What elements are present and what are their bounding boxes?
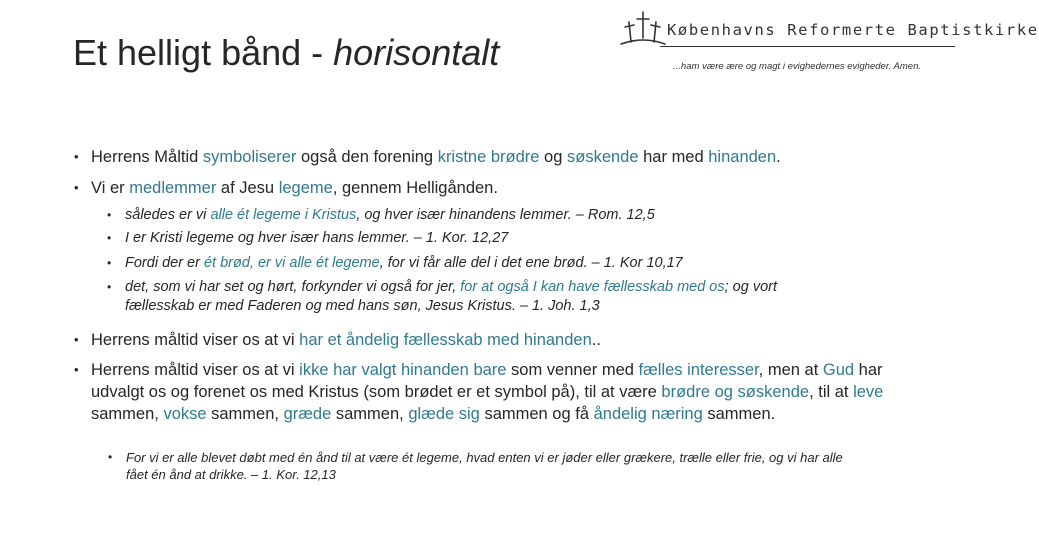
text-segment: Herrens Måltid (91, 148, 203, 166)
logo-church-name: Københavns Reformerte Baptistkirke (667, 21, 1039, 39)
sub-bullet-item (107, 278, 847, 315)
text-segment: Herrens måltid viser os at vi (91, 361, 300, 379)
bullet-dot: • (74, 180, 79, 195)
text-segment: har udvalgt os og forenet os med Kristus (som brødet er et symbol på), til at være (91, 361, 883, 401)
bullet-dot: • (74, 332, 79, 347)
highlighted-text: brødre og søskende (661, 383, 810, 401)
text-segment: , og hver især hinandens lemmer. – Rom. 12,5 (356, 207, 655, 223)
bullet-dot: • (74, 362, 79, 377)
text-segment: sammen, (91, 405, 164, 423)
bullet-dot: • (107, 280, 112, 294)
text-segment: sammen og få (479, 405, 594, 423)
text-segment: af Jesu (216, 179, 279, 197)
highlighted-text: ikke har valgt hinanden bare (299, 361, 507, 379)
highlighted-text: glæde sig (408, 405, 480, 423)
text-segment: Vi er (91, 179, 130, 197)
bullet-text (125, 229, 847, 248)
sub-bullet-item (107, 254, 847, 273)
text-segment: også den forening (296, 148, 438, 166)
text-segment: og (539, 148, 567, 166)
bullet-text (91, 177, 894, 199)
logo-motto: ...ham være ære og magt i evighedernes evigheder. Amen. (673, 61, 922, 72)
title-italic: horisontalt (333, 32, 500, 73)
bullet-text (91, 359, 894, 425)
bullet-dot: • (107, 208, 112, 222)
bullet-dot: • (108, 450, 113, 464)
highlighted-text: legeme (278, 179, 333, 197)
sub-bullet-item (108, 449, 868, 483)
bullet-item (74, 359, 894, 425)
highlighted-text: ét brød, er vi alle ét legeme (203, 255, 380, 271)
bullet-item (74, 146, 894, 168)
text-segment: , men at (758, 361, 823, 379)
title-main: Et helligt bånd - (73, 32, 334, 73)
bullet-item (74, 177, 894, 199)
text-segment: , gennem Helligånden. (332, 179, 498, 197)
highlighted-text: åndelig næring (593, 405, 703, 423)
bullet-dot: • (74, 149, 79, 164)
text-segment: sammen, (331, 405, 409, 423)
highlighted-text: medlemmer (129, 179, 217, 197)
text-segment: det, som vi har set og hørt, forkynder vi også for jer, (125, 279, 461, 295)
bullet-dot: • (107, 256, 112, 270)
highlighted-text: for at også I kan have fællesskab med os (460, 279, 725, 295)
sub-bullet-item (107, 206, 847, 225)
text-segment: sammen, (206, 405, 284, 423)
text-segment: For vi er alle blevet døbt med én ånd til at være ét legeme, hvad enten vi er jøder eller grækere, trælle eller frie, og vi har alle fået én ånd at drikke. – 1. Kor. 12,13 (126, 450, 843, 482)
text-segment: , til at (809, 383, 854, 401)
highlighted-text: leve (853, 383, 884, 401)
highlighted-text: hinanden (708, 148, 777, 166)
text-segment: sammen. (702, 405, 776, 423)
bullet-text (91, 329, 894, 351)
text-segment: . (776, 148, 781, 166)
highlighted-text: søskende (567, 148, 639, 166)
sub-bullet-item (107, 229, 847, 248)
highlighted-text: Gud (822, 361, 855, 379)
bullet-text (125, 254, 847, 273)
highlighted-text: har et åndelig fællesskab med hinanden (299, 331, 592, 349)
bullet-item (74, 329, 894, 351)
highlighted-text: vokse (163, 405, 207, 423)
highlighted-text: alle ét legeme i Kristus (210, 207, 357, 223)
highlighted-text: fælles interesser (638, 361, 759, 379)
text-segment: Fordi der er (125, 255, 204, 271)
text-segment: I er Kristi legeme og hver især hans lemmer. – 1. Kor. 12,27 (125, 230, 509, 246)
text-segment: , for vi får alle del i det ene brød. – 1. Kor 10,17 (379, 255, 683, 271)
text-segment: således er vi (125, 207, 211, 223)
bullet-dot: • (107, 231, 112, 245)
text-segment: .. (591, 331, 601, 349)
highlighted-text: symboliserer (202, 148, 297, 166)
highlighted-text: græde (283, 405, 332, 423)
bullet-text (126, 449, 868, 483)
highlighted-text: kristne brødre (437, 148, 540, 166)
text-segment: ; og vort fællesskab er med Faderen og med hans søn, Jesus Kristus. – 1. Joh. 1,3 (125, 279, 778, 314)
bullet-text (91, 146, 894, 168)
text-segment: Herrens måltid viser os at vi (91, 331, 300, 349)
bullet-text (125, 206, 847, 225)
text-segment: som venner med (506, 361, 639, 379)
text-segment: har med (638, 148, 709, 166)
bullet-text (125, 278, 847, 315)
